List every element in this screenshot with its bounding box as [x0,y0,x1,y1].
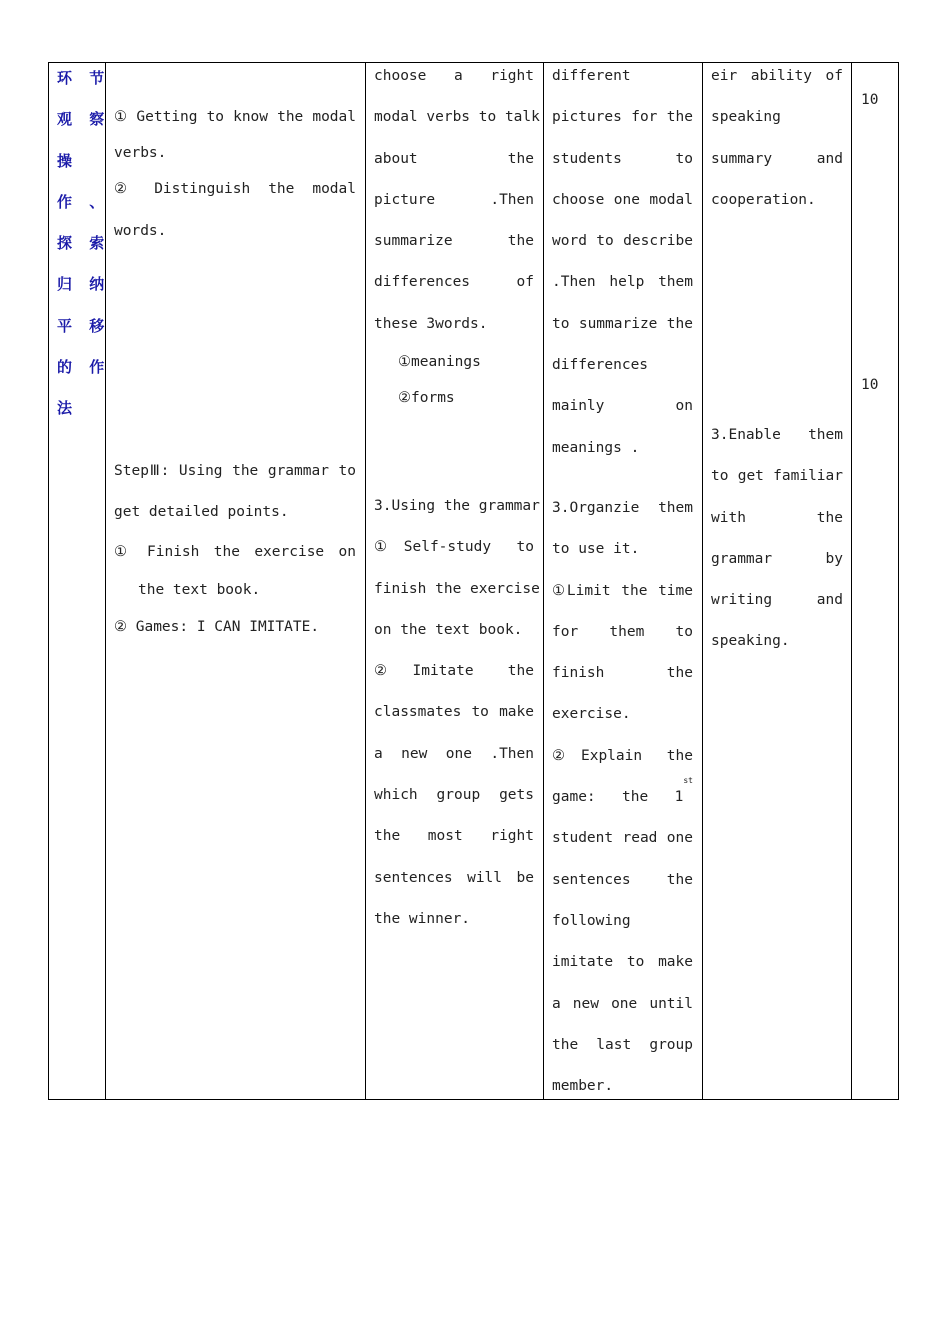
teacher-activity-part-a [552,56,693,469]
text-line: finish the exercise [374,580,540,597]
text-line: which group gets [374,787,534,804]
text-line: on the text book. [374,621,523,638]
text-line: ①Limit the time [552,582,693,599]
step3-item-1-cont: the text book. [138,581,261,598]
text-line: finish the [552,665,693,682]
student-activity-part-a [374,56,540,345]
text-line: game: the 1st [552,776,693,806]
text-line: summarize the [374,233,534,250]
ordinal-superscript: st [683,776,693,786]
stage-label-line: 观 察 [57,110,111,129]
purpose-column [703,63,852,1099]
student-activity-column [366,63,544,1099]
text-line: these 3words. [374,315,488,332]
stage-label-line: 法 [57,399,79,418]
text-line: grammar by [711,550,843,567]
time-column [852,63,898,1099]
step-item-2: ② Distinguish the modal [114,181,356,198]
text-line: ①Self-study to [374,539,534,556]
text-line: modal verbs to talk [374,109,540,126]
text-line: 3.Enable them [711,427,843,443]
step3-item-2: ② Games: I CAN IMITATE. [114,618,320,635]
text-line: following [552,912,631,929]
text-line: students to [552,150,693,167]
text-line: ②Explain the [552,747,693,764]
purpose-part-b [711,415,843,663]
text-line: 3.Organzie them [552,500,693,516]
step-item-1: ① Getting to know the modal [114,109,356,125]
text-line: summary and [711,150,843,167]
text-line: choose a right [374,68,534,84]
text-line: cooperation. [711,191,816,208]
text-line: sentences will be [374,869,534,886]
text-line: different [552,68,631,84]
teacher-activity-column [544,63,703,1099]
purpose-part-a [711,56,843,221]
text-line: the winner. [374,910,471,927]
text-line: eir ability of [711,68,843,84]
text-line: speaking [711,109,781,126]
text-line: student read one [552,830,693,847]
time-value-2: 10 [861,377,879,393]
text-line: ②Imitate the [374,663,534,680]
text-line: meanings . [552,439,640,456]
stage-label [57,65,111,437]
text-line: the last group [552,1036,693,1053]
text-line: the most right [374,828,534,845]
stage-label-line: 操 [57,151,79,170]
steps-column [106,63,366,1099]
stage-label-line: 环 节 [57,69,111,87]
step-item-1-cont: verbs. [114,145,167,162]
text-line: pictures for the [552,109,693,126]
text-line: to use it. [552,541,640,558]
step3-title-cont: get detailed points. [114,504,289,521]
text-line: member. [552,1078,614,1095]
step3-item-1: ① Finish the exercise on [114,543,356,560]
step3-title: StepⅢ: Using the grammar to [114,463,356,479]
text-line: a new one until [552,995,693,1012]
time-value-1: 10 [861,92,879,108]
student-activity-part-b [374,486,540,940]
stage-label-line: 作 、 [57,192,111,211]
text-line: about the [374,150,534,167]
text-line: classmates to make [374,704,534,721]
text-line: a new one .Then [374,745,534,762]
stage-label-line: 的 作 [57,358,111,377]
stage-label-line: 归 纳 [57,275,111,294]
text-line: 3.Using the grammar [374,498,540,514]
stage-label-line: 平 移 [57,316,111,335]
stage-label-line: 探 索 [57,234,111,253]
text-line: picture .Then [374,191,534,208]
step-item-2-cont: words. [114,223,167,240]
stage-column [49,63,111,1099]
text-line: with the [711,509,843,526]
text-line: differences of [374,274,534,291]
text-line: sentences the [552,871,693,888]
text-line: writing and [711,592,843,609]
text-line: differences [552,357,649,374]
text-line: for them to [552,623,693,640]
text-line: mainly on [552,398,693,415]
text-line: .Then help them [552,274,693,291]
text-line: choose one modal [552,191,693,208]
text-line: imitate to make [552,954,693,971]
lesson-plan-table [48,62,899,1100]
sub-item-meanings: ①meanings [398,354,481,370]
text-line: word to describe [552,233,693,250]
text-line: speaking. [711,633,790,650]
text-line: to summarize the [552,315,693,332]
text-line: exercise. [552,706,631,723]
text-line: to get familiar [711,468,843,485]
teacher-activity-part-b [552,488,693,1107]
sub-item-forms: ②forms [398,390,455,406]
